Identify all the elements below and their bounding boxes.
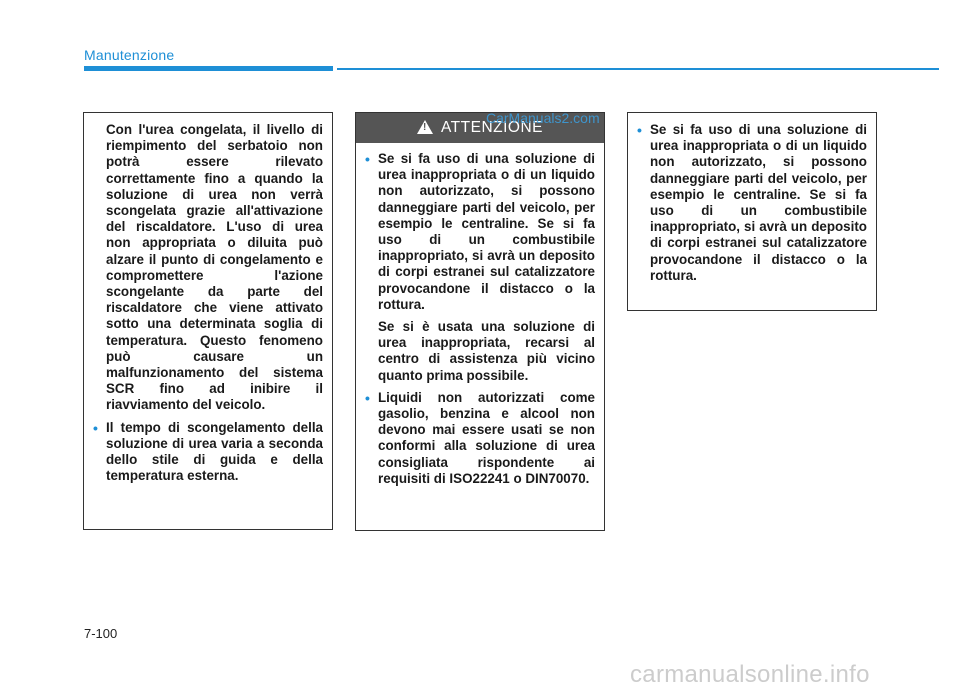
column3-box — [627, 112, 877, 311]
page-number: 7-100 — [84, 626, 118, 641]
warning-title: ATTENZIONE — [440, 119, 544, 136]
header-rule-thin — [337, 68, 939, 70]
warning-box — [355, 112, 605, 531]
warning-bullet-item: • Se si fa uso di una soluzione di urea inappropriata o di un liquido non autorizzato, si possono danneggiare parti del veicolo, per esempio le centraline. Se si fa uso di un combustibile inappropriato, si avrà un deposito di corpi estranei sul catalizzatore provocandone il distacco o la rottura. — [365, 151, 595, 313]
section-title: Manutenzione — [84, 47, 175, 63]
footer-watermark[interactable]: carmanualsonline.info — [630, 661, 870, 688]
warning-content — [356, 143, 604, 487]
column3-bullet-item: • Se si fa uso di una soluzione di urea inappropriata o di un liquido non autorizzato, si possono danneggiare parti del veicolo, per esempio le centraline. Se si fa uso di un combustibile inappropriato, si avrà un deposito di corpi estranei sul catalizzatore provocandone il distacco o la rottura. — [637, 122, 867, 284]
column1-bullet-item: • Il tempo di scongelamento della soluzione di urea varia a seconda dello stile di guida e della temperatura esterna. — [93, 420, 323, 485]
watermark-top[interactable]: CarManuals2.com — [486, 110, 600, 126]
column3-content — [628, 113, 876, 284]
column1-paragraph: Con l'urea congelata, il livello di riempimento del serbatoio non potrà essere rilevato correttamente fino a quando la soluzione di urea non verrà scongelata grazie all'attivazione del riscaldatore. L'uso di urea non appropriata o diluita può alzare il punto di congelamento e compromettere l'azione scongelante da parte del riscaldatore che viene attivato sotto una determinata soglia di temperatura. Questo fenomeno può causare un malfunzionamento del sistema SCR fino ad inibire il riavviamento del veicolo. — [106, 122, 323, 413]
warning-paragraph: Se si è usata una soluzione di urea inappropriata, recarsi al centro di assistenza più vicino quanto prima possibile. — [378, 319, 595, 383]
warning-triangle-icon — [417, 120, 433, 134]
column1-box — [83, 112, 333, 530]
header-rule-thick — [84, 66, 333, 71]
column1-content — [84, 113, 332, 484]
warning-bullet-item: • Liquidi non autorizzati come gasolio, benzina e alcool non devono mai essere usati se non conformi alla soluzione di urea consigliata rispondente ai requisiti di ISO22241 o DIN70070. — [365, 390, 595, 487]
